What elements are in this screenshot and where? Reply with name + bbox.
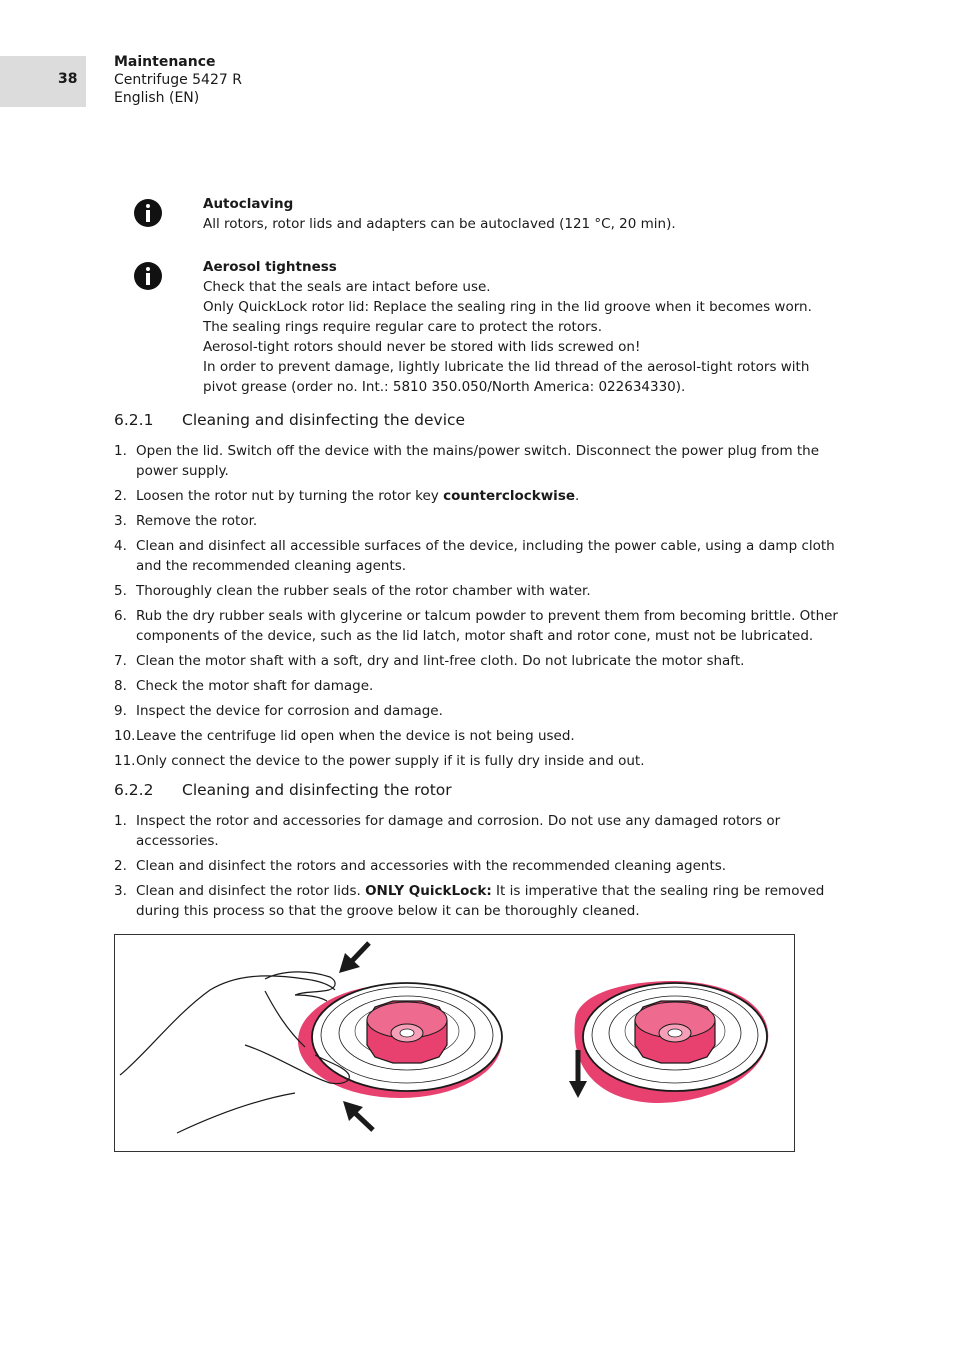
list-item	[114, 701, 844, 721]
note-line: In order to prevent damage, lightly lubricate the lid thread of the aerosol-tight rotors with	[203, 359, 810, 375]
list-item	[114, 676, 844, 696]
note-body	[203, 257, 863, 397]
step-number: 5.	[114, 583, 127, 599]
step-number: 4.	[114, 538, 127, 554]
step-number: 8.	[114, 678, 127, 694]
step-text-end: It is imperative that the sealing ring be removed during this process so that the groove below it can be thoroughly cleaned.	[136, 883, 825, 919]
language-label: English (EN)	[114, 90, 200, 106]
step-number: 11.	[114, 753, 136, 769]
step-number: 6.	[114, 608, 127, 624]
step-emphasis: ONLY QuickLock:	[365, 883, 492, 899]
note-line: Aerosol-tight rotors should never be stored with lids screwed on!	[203, 339, 641, 355]
note-title: Autoclaving	[203, 196, 294, 212]
note-line: Check that the seals are intact before use.	[203, 279, 491, 295]
step-text: Only connect the device to the power supply if it is fully dry inside and out.	[136, 753, 645, 769]
rotor-lid-right	[575, 981, 769, 1103]
info-icon	[134, 262, 162, 290]
arrow-up-left-icon	[339, 943, 369, 973]
note-line: pivot grease (order no. Int.: 5810 350.050/North America: 022634330).	[203, 379, 686, 395]
step-text: Inspect the rotor and accessories for damage and corrosion. Do not use any damaged rotors or accessories.	[136, 813, 781, 849]
step-text: Clean the motor shaft with a soft, dry and lint-free cloth. Do not lubricate the motor shaft.	[136, 653, 745, 669]
step-emphasis: counterclockwise	[443, 488, 576, 504]
section-title: Cleaning and disinfecting the rotor	[182, 781, 452, 799]
step-number: 3.	[114, 513, 127, 529]
step-text: Clean and disinfect all accessible surfaces of the device, including the power cable, using a damp cloth and the recommended cleaning agents.	[136, 538, 835, 574]
step-text: Open the lid. Switch off the device with the mains/power switch. Disconnect the power plug from the power supply.	[136, 443, 820, 479]
list-item	[114, 751, 844, 771]
list-item	[114, 486, 844, 506]
note-autoclaving	[134, 196, 854, 239]
note-line: The sealing rings require regular care to protect the rotors.	[203, 319, 602, 335]
step-text-end: .	[575, 488, 580, 504]
section-number: 6.2.2	[114, 781, 154, 799]
section-number: 6.2.1	[114, 411, 154, 429]
section-title: Cleaning and disinfecting the device	[182, 411, 466, 429]
arrow-down-left-icon	[343, 1101, 373, 1130]
step-text: Check the motor shaft for damage.	[136, 678, 374, 694]
step-text: Inspect the device for corrosion and damage.	[136, 703, 443, 719]
step-number: 7.	[114, 653, 127, 669]
list-item	[114, 811, 844, 851]
note-line: All rotors, rotor lids and adapters can be autoclaved (121 °C, 20 min).	[203, 216, 676, 232]
product-name: Centrifuge 5427 R	[114, 72, 242, 88]
step-number: 9.	[114, 703, 127, 719]
page-number: 38	[58, 71, 78, 87]
chapter-title: Maintenance	[114, 54, 216, 70]
list-item	[114, 726, 844, 746]
note-body	[203, 194, 863, 234]
list-item	[114, 441, 844, 481]
step-text: Clean and disinfect the rotors and accessories with the recommended cleaning agents.	[136, 858, 727, 874]
step-text: Remove the rotor.	[136, 513, 258, 529]
section-heading-rotor	[114, 781, 452, 799]
step-number: 2.	[114, 858, 127, 874]
figure-illustration	[115, 935, 795, 1152]
running-header	[114, 53, 242, 107]
list-item	[114, 536, 844, 576]
list-item	[114, 606, 844, 646]
sealing-ring-removal-figure	[114, 934, 795, 1152]
step-text: Clean and disinfect the rotor lids.	[136, 883, 366, 899]
step-number: 3.	[114, 883, 127, 899]
info-icon	[134, 199, 162, 227]
step-number: 10.	[114, 728, 136, 744]
list-item	[114, 511, 844, 531]
section-heading-device	[114, 411, 465, 429]
step-text: Thoroughly clean the rubber seals of the rotor chamber with water.	[136, 583, 591, 599]
step-text: Leave the centrifuge lid open when the device is not being used.	[136, 728, 575, 744]
step-number: 1.	[114, 443, 127, 459]
list-item	[114, 856, 844, 876]
list-item	[114, 651, 844, 671]
list-item	[114, 581, 844, 601]
step-number: 1.	[114, 813, 127, 829]
rotor-cleaning-steps	[114, 811, 844, 926]
note-aerosol-tightness	[134, 259, 854, 402]
step-text: Rub the dry rubber seals with glycerine or talcum powder to prevent them from becoming brittle. Other components of the device, such as the lid latch, motor shaft and rotor cone, must not be lubricated.	[136, 608, 838, 644]
list-item	[114, 881, 844, 921]
note-title: Aerosol tightness	[203, 259, 337, 275]
device-cleaning-steps	[114, 441, 844, 776]
step-number: 2.	[114, 488, 127, 504]
rotor-lid-left	[298, 983, 502, 1098]
note-line: Only QuickLock rotor lid: Replace the sealing ring in the lid groove when it becomes worn.	[203, 299, 812, 315]
step-text: Loosen the rotor nut by turning the rotor key	[136, 488, 444, 504]
